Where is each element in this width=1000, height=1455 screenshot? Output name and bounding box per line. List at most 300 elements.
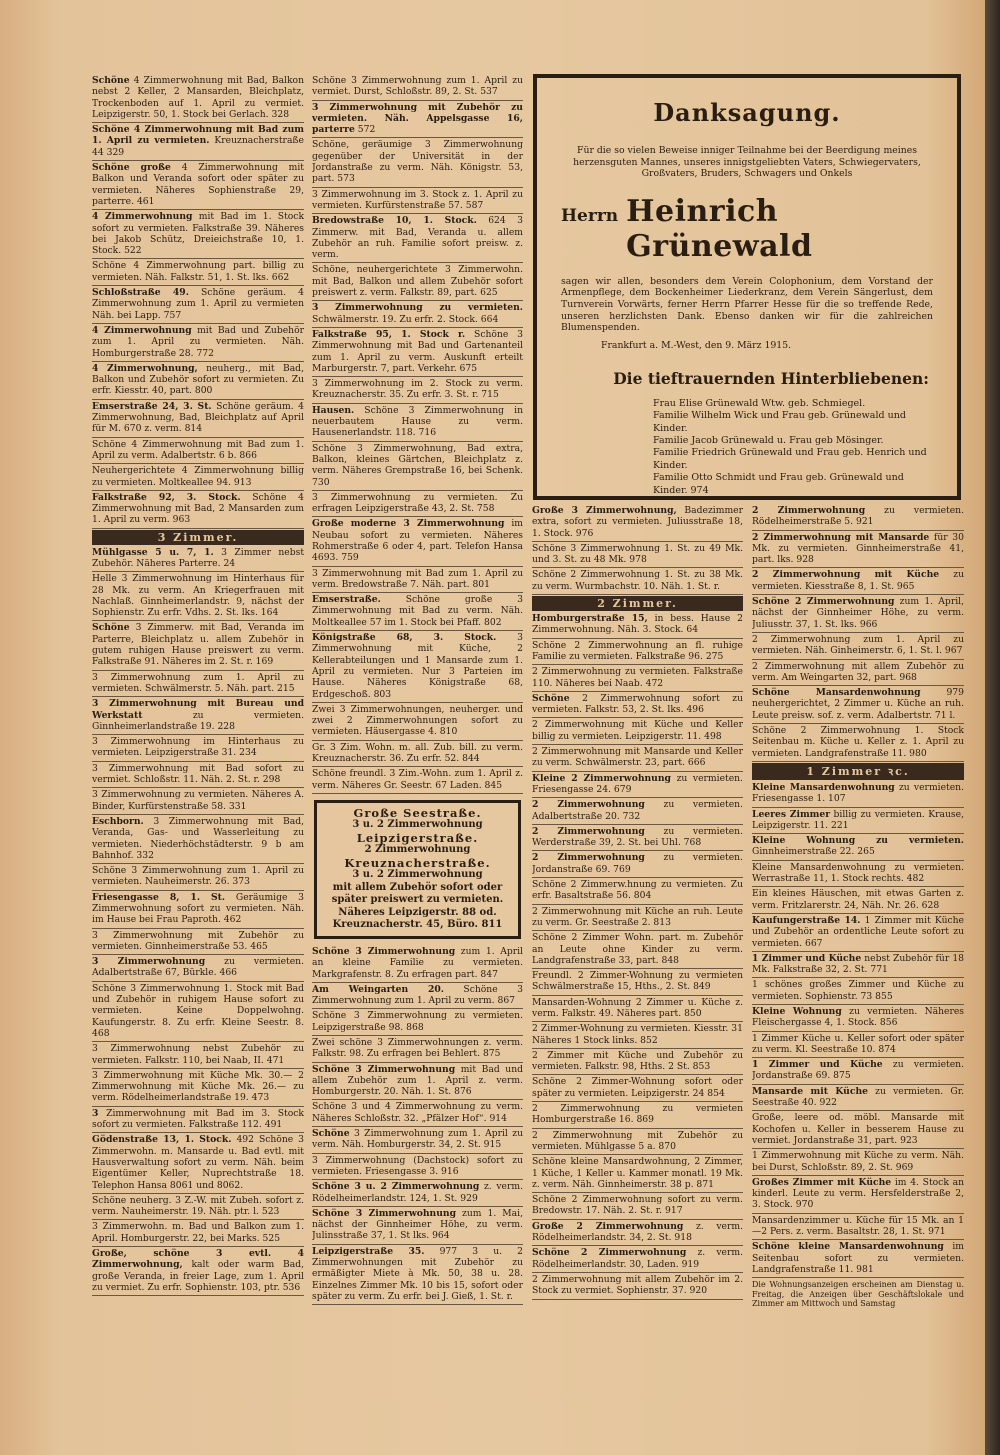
ad-text: z. verm. Rödelheimerlandstr. 30, Laden. 919	[532, 1247, 743, 1270]
ad-headline: Kleine 2 Zimmerwohnung	[532, 772, 671, 784]
classified-ad	[752, 660, 964, 687]
classified-ad	[752, 1214, 964, 1241]
classified-ad	[92, 491, 304, 529]
danksagung-body: sagen wir allen, besonders dem Verein Colophonium, dem Vorstand der Armenpflege, dem Bockenheimer Liederkranz, dem Verein Sängerlust, dem Turnverein Vorwärts, ferner Herrn Pfarrer Hesse für die so treffende Rede, unseren herzlichsten Dank. Ebenso danken wir für die zahlreichen Blumenspenden.	[561, 275, 933, 334]
ad-headline: Schloßstraße 49.	[92, 287, 189, 299]
ad-text: 2 Zimmerwohnung zu vermieten. Falkstraße 110. Näheres bei Naab. 472	[532, 666, 743, 689]
classified-ad	[312, 1180, 523, 1207]
ad-text: 1 Zimmer Küche u. Keller sofort oder später zu verm. Kl. Seestraße 10. 874	[752, 1032, 964, 1055]
classified-ad	[92, 621, 304, 670]
ad-headline: Emserstraße.	[312, 594, 381, 606]
ad-headline: Homburgerstraße 15,	[532, 613, 648, 625]
classified-ad	[532, 745, 743, 772]
classified-ad	[92, 400, 304, 438]
classified-ad	[312, 301, 523, 328]
classified-ad	[532, 692, 743, 719]
classified-ad	[532, 612, 743, 639]
ad-headline: 2 Zimmerwohnung mit Mansarde	[752, 531, 930, 543]
classified-ad	[92, 1042, 304, 1069]
classified-ad	[312, 214, 523, 263]
ad-text: 3 Zimmerwohnung (Dachstock) sofort zu vermieten. Friesengasse 3. 916	[312, 1154, 523, 1177]
classified-ad	[752, 686, 964, 724]
ad-headline: 2 Zimmerwohnung mit Küche	[752, 569, 940, 581]
classified-ad	[532, 1102, 743, 1129]
classified-ad	[92, 864, 304, 891]
classified-ad	[752, 1005, 964, 1032]
ad-text: Schöne 3 Zimmerwohnung 1. St. zu 49 Mk. und 3. St. zu 48 Mk. 978	[532, 542, 743, 566]
ad-headline: Kaufungerstraße 14.	[752, 914, 861, 926]
danksagung-date: Frankfurt a. M.-West, den 9. März 1915.	[601, 339, 792, 351]
ad-headline: 4 Zimmerwohnung	[92, 211, 193, 223]
ad-headline: Schöne 2 Zimmerwohnung	[752, 596, 895, 608]
ad-text: zu vermieten. Kiesstraße 8, 1. St. 965	[752, 569, 964, 592]
danksagung-intro: Für die so vielen Beweise inniger Teilnahme bei der Beerdigung meines herzensguten Mannes, unseres innigstgeliebten Vaters, Schwiegervaters, Großvaters, Bruders, Schwagers und Onkels	[573, 145, 921, 180]
column-2	[312, 74, 523, 1305]
ad-headline: Schöne	[92, 75, 130, 86]
ad-text: 979 neuhergerichtet, 2 Zimmer u. Küche an ruh. Leute preisw. sof. z. verm. Adalbertstr. 71 l.	[752, 687, 964, 721]
ad-headline: 2 Zimmerwohnung	[532, 799, 645, 811]
box-line: mit allem Zubehör sofort oder später preiswert zu vermieten.	[331, 881, 504, 906]
ad-text: Ginnheimerstraße 22. 265	[752, 846, 875, 858]
classified-ad	[312, 945, 523, 983]
ad-headline: Leeres Zimmer	[752, 808, 831, 820]
ad-text: z. verm. Rödelheimerlandstr. 34, 2. St. 918	[532, 1220, 743, 1244]
ad-text: 3 Zimmerw. mit Bad, Veranda im Parterre, Bleichplatz u. allem Zubehör in gutem ruhigen Hause preiswert zu verm. Falkstraße 91. Näheres im 2. St. r. 169	[92, 622, 304, 668]
ad-headline: 3 Zimmerwohnung mit Bureau und Werkstatt	[92, 698, 304, 721]
ad-text: 3 Zimmerwohnung zum 1. April zu vermieten. Schwälmerstr. 5. Näh. part. 215	[92, 671, 304, 694]
mourner-line: Familie Wilhelm Wick und Frau geb. Grünewald und Kinder.	[653, 410, 906, 434]
ad-text: zu vermieten. Jordanstraße 69. 769	[532, 852, 743, 875]
ad-headline: Schöne	[312, 1128, 350, 1140]
ad-headline: Gödenstraße 13, 1. Stock.	[92, 1134, 232, 1146]
ad-text: 4 Zimmerwohnung mit Balkon und Veranda sofort oder später zu vermieten. Näheres Sophienstraße 29, parterre. 461	[92, 162, 304, 207]
danksagung-announcement	[533, 74, 961, 500]
ads-3-zimmer-cont	[312, 74, 523, 794]
classified-ad	[532, 542, 743, 569]
ad-text: 3 Zimmerwohnung zum 1. April zu verm. Näh. Homburgerstr. 34, 2. St. 915	[312, 1128, 523, 1151]
ad-text: Schöne freundl. 3 Zim.-Wohn. zum 1. April z. verm. Näheres Gr. Seestr. 67 Laden. 845	[312, 768, 523, 791]
ad-text: z. verm. Rödelheimerlandstr. 124, 1. St. 929	[312, 1181, 523, 1204]
classified-ad	[92, 324, 304, 362]
classified-ad	[532, 931, 743, 969]
ad-text: 624 3 Zimmerw. mit Bad, Veranda u. allem Zubehör an ruh. Familie sofort preisw. z. verm.	[312, 215, 523, 261]
ad-headline: Hausen.	[312, 404, 355, 416]
ad-headline: 2 Zimmerwohnung	[532, 852, 645, 864]
classified-ad	[532, 905, 743, 932]
ad-text: Ein kleines Häuschen, mit etwas Garten z. verm. Fritzlarerstr. 24, Näh. Nr. 26. 628	[752, 888, 964, 911]
classified-ad	[532, 665, 743, 692]
ad-text: zu vermieten. Friesengasse 1. 107	[752, 781, 964, 805]
classified-ad	[532, 639, 743, 666]
classified-ad	[92, 74, 304, 123]
ad-headline: Friesengasse 8, 1. St.	[92, 891, 226, 903]
classified-ad	[312, 442, 523, 491]
classified-ad	[752, 1111, 964, 1149]
classified-ad	[312, 1207, 523, 1245]
classified-ad	[312, 1127, 523, 1154]
ad-headline: Schöne kleine Mansardenwohnung	[752, 1241, 944, 1253]
classified-ad	[752, 952, 964, 979]
ad-text: Schöne 2 Zimmerwohnung sofort zu verm. Bredowstr. 17. Näh. 2. St. r. 917	[532, 1194, 743, 1217]
classified-ad	[532, 878, 743, 905]
ad-text: im Neubau sofort zu vermieten. Näheres Rohmerstraße 6 oder 4, part. Telefon Hansa 4693. 759	[312, 518, 523, 564]
ad-headline: Leipzigerstraße 35.	[312, 1245, 425, 1257]
ad-text: in bess. Hause 2 Zimmerwohnung. Näh. 3. Stock. 64	[532, 613, 743, 636]
ad-text: mit Bad und allem Zubehör zum 1. April z. verm. Homburgerstr. 20. Näh. 1. St. 876	[312, 1063, 523, 1098]
ad-text: 3 Zimmerwohnung mit Bad sofort zu vermiet. Schloßstr. 11. Näh. 2. St. r. 298	[92, 762, 304, 786]
ad-headline: Schöne 2 Zimmerwohnung	[532, 1247, 687, 1259]
ad-text: Schöne 3 Zimmerwohnung mit Bad und Gartenanteil zum 1. April zu verm. Auskunft erteilt Marburgerstr. 7, part. Verkehr. 675	[312, 328, 523, 374]
ad-text: 3 Zimmerwohnung mit Küche Mk. 30.— 2 Zimmerwohnung mit Küche Mk. 26.— zu verm. Rödelheimerlandstraße 19. 473	[92, 1069, 304, 1104]
ad-text: Schöne große 3 Zimmerwohnung mit Bad zu verm. Näh. Moltkeallee 57 im 1. Stock bei Pfaff. 802	[312, 594, 523, 628]
ad-text: Schöne 4 Zimmerwohnung part. billig zu vermieten. Näh. Falkstr. 51, 1. St. lks. 662	[92, 260, 304, 283]
box-line: 3 u. 2 Zimmerwohnung	[352, 819, 483, 831]
ads-4-zimmer	[92, 74, 304, 529]
classified-ad	[532, 969, 743, 996]
classified-ad	[92, 286, 304, 324]
classified-ad	[92, 815, 304, 864]
ad-text: zu vermieten. Adalbertstraße 20. 732	[532, 799, 743, 822]
classified-ad	[752, 531, 964, 569]
ad-text: 3 Zimmerwohnung mit Bad zum 1. April zu verm. Bredowstraße 7. Näh. part. 801	[312, 567, 523, 590]
ad-text: Schöne 2 Zimmerwohnung an fl. ruhige Familie zu vermieten. Falkstraße 96. 275	[532, 639, 743, 662]
ad-text: Schwälmerstr. 19. Zu erfr. 2. Stock. 664	[312, 313, 499, 325]
ad-text: Neuhergerichtete 4 Zimmerwohnung billig zu vermieten. Moltkeallee 94. 913	[92, 465, 304, 488]
ad-text: Freundl. 2 Zimmer-Wohnung zu vermieten Schwälmerstraße 15, Hths., 2. St. 849	[532, 970, 743, 993]
classified-ad	[92, 735, 304, 762]
classified-ad	[92, 210, 304, 259]
ad-headline: 2 Zimmerwohnung	[532, 825, 645, 837]
classified-ad	[312, 593, 523, 631]
classified-ad	[92, 788, 304, 815]
ad-text: Zwei 3 Zimmerwohnungen, neuherger. und zwei 2 Zimmerwohnungen sofort zu vermieten. Häusergasse 4. 810	[312, 703, 523, 738]
ad-text: 3 Zimmer nebst Zubehör. Näheres Parterre. 24	[92, 546, 304, 569]
ad-headline: 3	[92, 1107, 99, 1119]
ad-text: zu vermieten. Jordanstraße 69. 875	[752, 1059, 964, 1082]
classified-ad	[92, 1247, 304, 1296]
ad-text: Schöne geräum. 4 Zimmerwohnung zum 1. April zu vermieten Näh. bei Lapp. 757	[92, 287, 304, 321]
classified-ad	[312, 101, 523, 139]
ad-headline: Kleine Wohnung zu vermieten.	[752, 835, 964, 847]
classified-ad	[752, 781, 964, 808]
ad-text: 3 Zimmerwohnung mit Zubehör zu vermieten. Ginnheimerstraße 53. 465	[92, 929, 304, 952]
ad-text: 3 Zimmerwohnung nebst Zubehör zu vermieten. Falkstr. 110, bei Naab, II. 471	[92, 1043, 304, 1066]
ad-text: billig zu vermieten. Krause, Leipzigerstr. 11. 221	[752, 808, 964, 831]
classified-ad	[532, 1246, 743, 1273]
classified-ad	[752, 808, 964, 835]
classified-ad	[312, 74, 523, 101]
ad-text: Schöne 3 und 4 Zimmerwohnung zu verm. Näheres Schloßstr. 32. „Pfälzer Hof“. 914	[312, 1101, 523, 1124]
ad-text: Schöne kleine Mansardwohnung, 2 Zimmer, 1 Küche, 1 Keller u. Kammer monatl. 19 Mk. z. verm. Näh. Ginnheimerstr. 38 p. 871	[532, 1156, 743, 1190]
ad-text: Zimmerwohnung mit Bad im 3. Stock sofort zu vermieten. Falkstraße 112. 491	[92, 1107, 304, 1131]
classified-ad	[752, 834, 964, 861]
ads-2-zimmer-cont	[752, 504, 964, 762]
classified-ad	[312, 1154, 523, 1181]
ad-text: 3 Zimmerwohnung mit Bad, Veranda, Gas- und Wasserleitung zu vermieten. Niederhöchstädterstr. 9 b am Bahnhof. 332	[92, 815, 304, 861]
classified-ad	[532, 1193, 743, 1220]
deceased-name: Heinrich Grünewald	[626, 193, 813, 264]
mourner-line: Familie Otto Schmidt und Frau geb. Grünewald und Kinder. 974	[653, 472, 904, 496]
ad-headline: Königstraße 68, 3. Stock.	[312, 632, 497, 644]
ad-headline: Schöne	[532, 692, 570, 704]
classified-ad	[312, 377, 523, 404]
classified-ad	[312, 767, 523, 794]
mourner-line: Familie Friedrich Grünewald und Frau geb. Henrich und Kinder.	[653, 447, 927, 471]
ads-3-zimmer-cont-2	[312, 945, 523, 1305]
classified-ad	[312, 631, 523, 703]
classified-ad	[92, 762, 304, 789]
classified-ad	[312, 188, 523, 215]
classified-ad	[532, 996, 743, 1023]
classified-ad	[532, 1220, 743, 1247]
ad-text: 572	[357, 124, 376, 136]
classified-ad	[532, 1075, 743, 1102]
ad-headline: Schöne Mansardenwohnung	[752, 687, 921, 699]
ad-headline: Große, schöne 3 evtl. 4 Zimmerwohnung,	[92, 1248, 304, 1271]
classified-ad	[312, 138, 523, 187]
ad-text: Zwei schöne 3 Zimmerwohnungen z. verm. Falkstr. 98. Zu erfragen bei Behlert. 875	[312, 1037, 523, 1060]
ad-text: 2 Zimmerwohnung mit Küche an ruh. Leute zu verm. Gr. Seestraße 2. 813	[532, 905, 743, 928]
classified-ad	[312, 1245, 523, 1305]
classified-ad	[752, 1058, 964, 1085]
ad-headline: 3 Zimmerwohnung	[92, 956, 206, 968]
ad-text: Schöne 3 Zimmerwohnung in neuerbautem Hause zu verm. Hausenerlandstr. 118. 716	[312, 404, 523, 439]
classified-ad	[312, 263, 523, 301]
ad-headline: Kleine Mansardenwohnung	[752, 781, 895, 793]
ad-text: 3 Zimmerwohnung im 3. Stock z. 1. April zu vermieten. Kurfürstenstraße 57. 587	[312, 188, 523, 211]
section-header-2-zimmer: 2 Zimmer.	[532, 596, 743, 611]
footnote: Die Wohnungsanzeigen erscheinen am Dienstag u. Freitag, die Anzeigen über Geschäftslokale und Zimmer am Mittwoch und Samstag	[752, 1280, 964, 1309]
ad-text: 2 Zimmerwohnung zum 1. April zu vermieten. Näh. Ginheimerstr. 6, 1. St. l. 967	[752, 633, 964, 657]
ad-text: 2 Zimmerwohnung mit allem Zubehör im 2. Stock zu vermiet. Sophienstr. 37. 920	[532, 1273, 743, 1297]
section-header-3-zimmer: 3 Zimmer.	[92, 530, 304, 545]
classified-ad	[92, 572, 304, 621]
ad-text: 2 Zimmerwohnung mit Mansarde und Keller zu verm. Schwälmerstr. 23, part. 666	[532, 746, 743, 769]
ad-text: 2 Zimmerwohnung mit Küche und Keller billig zu vermieten. Leipzigerstr. 11. 498	[532, 719, 743, 742]
ad-headline: Großes Zimmer mit Küche	[752, 1176, 892, 1188]
box-line: Kreuznacherstraße.	[344, 855, 491, 870]
classified-ad	[752, 1032, 964, 1059]
ad-headline: Schöne 4 Zimmerwohnung mit Bad zum 1. April zu vermieten.	[92, 124, 304, 147]
classified-ad	[312, 404, 523, 442]
ads-1-zimmer	[752, 781, 964, 1278]
mourner-line: Frau Elise Grünewald Wtw. geb. Schmiegel.	[653, 397, 866, 409]
classified-ad	[532, 1273, 743, 1300]
classified-ad	[752, 1240, 964, 1278]
binding-edge	[985, 0, 1000, 1455]
classified-ad	[752, 724, 964, 762]
ad-text: Schöne, neuhergerichtete 3 Zimmerwohn. mit Bad, Balkon und allem Zubehör sofort preiswert z. verm. Falkstr. 89, part. 625	[312, 264, 523, 299]
ad-headline: Mansarde mit Küche	[752, 1085, 868, 1097]
ad-headline: 4 Zimmerwohnung,	[92, 362, 198, 374]
classified-ad	[92, 546, 304, 573]
ad-text: 2 Zimmer mit Küche und Zubehör zu vermieten. Falkstr. 98, Hths. 2 St. 853	[532, 1049, 743, 1073]
ads-3-zimmer-end	[532, 504, 743, 595]
ad-headline: Falkstraße 92, 3. Stock.	[92, 491, 241, 503]
classified-ad	[532, 772, 743, 799]
ad-text: Schöne 3 Zimmerwohnung, Bad extra, Balkon, kleines Gärtchen, Bleichplatz z. verm. Näheres Grempstraße 16, bei Schenk. 730	[312, 442, 523, 488]
classified-ad	[532, 851, 743, 878]
classified-ad	[92, 259, 304, 286]
ad-text: im 4. Stock an kinderl. Leute zu verm. Hersfelderstraße 2, 3. Stock. 970	[752, 1176, 964, 1211]
classified-ad	[312, 741, 523, 768]
ad-text: zu vermieten. Werderstraße 39, 2. St. bei Uhl. 768	[532, 825, 743, 849]
ad-text: 3 Zimmerwohnung im Hinterhaus zu vermieten. Leipzigerstraße 31. 234	[92, 736, 304, 759]
classified-ad	[312, 1036, 523, 1063]
ad-text: Schöne 3 Zimmerwohnung zum 1. April zu vermiet. Durst, Schloßstr. 89, 2. St. 537	[312, 75, 523, 98]
mourners-heading: Die tieftrauernden Hinterbliebenen:	[613, 368, 929, 388]
classified-ad	[92, 955, 304, 982]
ad-text: zu vermieten. Friesengasse 24. 679	[532, 772, 743, 795]
ad-headline: Falkstraße 95, 1. Stock r.	[312, 328, 466, 340]
salutation: Herrn	[561, 205, 619, 226]
ad-headline: Mühlgasse 5 u. 7, 1.	[92, 546, 214, 558]
ad-text: kalt oder warm Bad, große Veranda, in freier Lage, zum 1. April zu vermiet. Zu erfr. Sophienstr. 103, ptr. 536	[92, 1259, 304, 1293]
ad-text: nebst Zubehör für 18 Mk. Falkstraße 32, 2. St. 771	[752, 952, 964, 976]
ad-headline: Emserstraße 24, 3. St.	[92, 400, 212, 412]
classified-ad	[312, 567, 523, 594]
box-line: 2 Zimmerwohnung	[364, 844, 471, 856]
column-4	[752, 504, 964, 1309]
classified-ad	[92, 161, 304, 210]
column-1	[92, 74, 304, 1296]
classified-ad	[752, 978, 964, 1005]
classified-ad	[312, 983, 523, 1010]
ad-text: Badezimmer extra, sofort zu vermieten. Juliusstraße 18, 1. Stock. 976	[532, 505, 743, 539]
ad-text: 2 Zimmerwohnung mit allem Zubehör zu verm. Am Weingarten 32, part. 968	[752, 660, 964, 683]
classified-ad	[752, 568, 964, 595]
ad-headline: Schöne 3 Zimmerwohnung	[312, 1207, 457, 1219]
ad-text: Mansardenzimmer u. Küche für 15 Mk. an 1—2 Pers. z. verm. Basaltstr. 28, 1. St. 971	[752, 1214, 964, 1238]
ad-text: Schöne 4 Zimmerwohnung mit Bad zum 1. April zu verm. Adalbertstr. 6 b. 866	[92, 438, 304, 461]
ad-headline: Am Weingarten 20.	[312, 983, 444, 995]
ad-text: 3 Zimmerwohnung mit Küche, 2 Kellerabteilungen und 1 Mansarde zum 1. April zu vermieten. Nur 3 Parteien im Hause. Näheres Königstraße 68, Erdgeschoß. 803	[312, 632, 523, 700]
danksagung-title: Danksagung.	[653, 98, 841, 127]
classified-ad	[92, 1069, 304, 1107]
ad-text: für 30 Mk. zu vermieten. Ginnheimerstraße 41, part. lks. 928	[752, 531, 964, 566]
mourners-list	[561, 398, 933, 497]
ad-text: 977 3 u. 2 Zimmerwohnungen mit Zubehör zu ermäßigter Miete à Mk. 50, 38 u. 28. Einzelnes Zimmer Mk. 10 bis 15, sofort oder später zu verm. Zu erfr. bei J. Gieß, 1. St. r.	[312, 1245, 523, 1302]
box-line: Näheres Leipzigerstr. 88 od. Kreuznacherstr. 45, Büro. 811	[332, 906, 503, 931]
ad-text: mit Bad im 1. Stock sofort zu vermieten. Falkstraße 39. Näheres bei Jakob Schütz, Dreieichstraße 10, 1. Stock. 522	[92, 211, 304, 257]
ad-headline: Große 3 Zimmerwohnung,	[532, 505, 677, 516]
classified-ad	[532, 718, 743, 745]
ad-headline: Schöne 3 Zimmerwohnung	[312, 945, 456, 957]
classified-ad	[752, 1176, 964, 1214]
ad-text: neuherg., mit Bad, Balkon und Zubehör sofort zu vermieten. Zu erfr. Kiesstr. 40, part. 800	[92, 362, 304, 397]
ad-text: 4 Zimmerwohnung mit Bad, Balkon nebst 2 Keller, 2 Mansarden, Bleichplatz, Trockenboden auf 1. April zu vermiet. Leipzigerstr. 50, 1. Stock bei Gerlach. 328	[92, 75, 304, 120]
ads-3-zimmer	[92, 546, 304, 1297]
classified-ad	[92, 671, 304, 698]
ad-text: 492 Schöne 3 Zimmerwohn. m. Mansarde u. Bad evtl. mit Hausverwaltung sofort zu verm. Näh. beim Eigentümer Keller, Nuprechtstraße 18. Telephon Hansa 8061 und 8062.	[92, 1134, 304, 1191]
ad-text: 1 schönes großes Zimmer und Küche zu vermieten. Sophienstr. 73 855	[752, 979, 964, 1002]
ad-headline: Kleine Wohnung	[752, 1005, 842, 1017]
ad-text: zu vermieten. Gr. Seestraße 40. 922	[752, 1085, 964, 1109]
ad-text: zum 1. Mai, nächst der Ginnheimer Höhe, zu verm. Julinsstraße 37, 1. St lks. 964	[312, 1207, 523, 1242]
ad-text: 3 Zimmerwohnung zu vermieten. Zu erfragen Leipzigerstraße 43, 2. St. 758	[312, 491, 523, 515]
ad-text: zum 1. April, nächst der Ginnheimer Höhe, zu verm. Juliusstr. 37, 1. St. lks. 966	[752, 596, 964, 630]
classified-ad	[312, 1063, 523, 1101]
ad-headline: Schöne 3 u. 2 Zimmerwohnung	[312, 1181, 480, 1193]
ad-text: Schöne 4 Zimmerwohnung mit Bad, 2 Mansarden zum 1. April zu verm. 963	[92, 491, 304, 526]
ad-text: zu vermieten. Ginnheimerlandstraße 19. 228	[92, 709, 304, 732]
ad-headline: 2 Zimmerwohnung	[752, 505, 866, 516]
classified-ad	[752, 504, 964, 531]
ad-text: Kreuznacherstraße 44 329	[92, 135, 304, 158]
ad-text: 2 Zimmerwohnung mit Zubehör zu vermieten. Mühlgasse 5 a. 870	[532, 1129, 743, 1152]
ads-2-zimmer	[532, 612, 743, 1299]
classified-ad	[92, 362, 304, 400]
ad-headline: 3 Zimmerwohnung zu vermieten.	[312, 302, 523, 314]
ad-text: 3 Zimmerwohnung zu vermieten. Näheres A. Binder, Kurfürstenstraße 58. 331	[92, 789, 304, 812]
ad-text: 2 Zimmerwohnung sofort zu vermieten. Falkstr. 53, 2. St. lks. 496	[532, 692, 743, 716]
classified-ad	[312, 517, 523, 566]
ad-text: 1 Zimmer mit Küche und Zubehör an ordentliche Leute sofort zu vermieten. 667	[752, 914, 964, 949]
classified-ad	[532, 1049, 743, 1076]
ad-text: Schöne geräum. 4 Zimmerwohnung, Bad, Bleichplatz auf April für M. 670 z. verm. 814	[92, 400, 304, 435]
ad-text: im Seitenbau sofort zu vermieten. Landgrafenstraße 11. 981	[752, 1241, 964, 1275]
ad-text: Schöne 2 Zimmerw.hnung zu vermieten. Zu erfr. Basaltstraße 56. 804	[532, 879, 743, 902]
classified-ad	[532, 825, 743, 852]
ad-text: zu vermieten. Rödelheimerstraße 5. 921	[752, 505, 964, 528]
ad-headline: Schöne	[92, 622, 130, 634]
box-line: 3 u. 2 Zimmerwohnung	[352, 869, 483, 881]
ad-text: Schöne 2 Zimmer-Wohnung sofort oder später zu vermieten. Leipzigerstr. 24 854	[532, 1076, 743, 1099]
ad-text: Schöne 3 Zimmerwohnung zum 1. April zu vermieten. Nauheimerstr. 26. 373	[92, 865, 304, 888]
ad-text: Schöne 3 Zimmerwohnung 1. Stock mit Bad und Zubehör in ruhigem Hause sofort zu vermieten. Keine Doppelwohng. Kaufungerstr. 8. Zu erfr. Kleine Seestr. 8. 468	[92, 982, 304, 1039]
section-header-1-zimmer: 1 Zimmer ꝛc.	[752, 763, 964, 780]
ad-headline: 1 Zimmer und Küche	[752, 952, 862, 964]
boxed-advertisement	[314, 800, 521, 939]
ad-headline: Eschborn.	[92, 815, 144, 827]
classified-ad	[752, 1149, 964, 1176]
classified-ad	[312, 1009, 523, 1036]
box-line: Große Seestraße.	[353, 805, 482, 820]
classified-ad	[92, 697, 304, 735]
box-line: Leipzigerstraße.	[356, 830, 479, 845]
ad-headline: Große moderne 3 Zimmerwohnung	[312, 518, 505, 530]
column-3	[532, 504, 743, 1300]
ad-text: mit Bad und Zubehör zum 1. April zu vermieten. Näh. Homburgerstraße 28. 772	[92, 324, 304, 359]
ad-text: Schöne 3 Zimmerwohnung zu vermieten. Leipzigerstraße 98. 868	[312, 1010, 523, 1033]
ad-headline: Schöne 3 Zimmerwohnung	[312, 1063, 456, 1075]
ad-text: 1 Zimmerwohnung mit Küche zu verm. Näh. bei Durst, Schloßstr. 89, 2. St. 969	[752, 1150, 964, 1173]
classified-ad	[752, 887, 964, 914]
ad-text: Große, leere od. möbl. Mansarde mit Kochofen u. Keller in besserem Hause zu vermiet. Jordanstraße 31, part. 923	[752, 1112, 964, 1146]
ad-text: Schöne, geräumige 3 Zimmerwohnung gegenüber der Universität in der Jordanstraße zu verm. Näh. Königstr. 53, part. 573	[312, 139, 523, 185]
mourner-line: Familie Jacob Grünewald u. Frau geb Mösinger.	[653, 434, 884, 446]
classified-ad	[532, 1155, 743, 1193]
ad-text: zu vermieten. Näheres Fleischergasse 4, 1. Stock. 856	[752, 1005, 964, 1029]
classified-ad	[92, 891, 304, 929]
classified-ad	[752, 914, 964, 952]
classified-ad	[92, 1133, 304, 1193]
classified-ad	[312, 1100, 523, 1127]
ad-text: Schöne neuherg. 3 Z.-W. mit Zubeh. sofort z. verm. Nauheimerstr. 19. Näh. ptr. l. 523	[92, 1194, 304, 1218]
ad-text: Kleine Mansardenwohnung zu vermieten. Werrastraße 11, 1. Stock rechts. 482	[752, 861, 964, 885]
classified-ad	[312, 328, 523, 377]
ad-headline: Bredowstraße 10, 1. Stock.	[312, 215, 477, 227]
ad-text: 3 Zimmerwohn. m. Bad und Balkon zum 1. April. Homburgerstr. 22, bei Marks. 525	[92, 1221, 304, 1244]
ad-text: 2 Zimmerwohnung zu vermieten Homburgerstraße 16. 869	[532, 1103, 743, 1126]
classified-ad	[752, 1085, 964, 1112]
ad-text: 3 Zimmerwohnung im 2. Stock zu verm. Kreuznacherstr. 35. Zu erfr. 3. St. r. 715	[312, 378, 523, 401]
ad-text: Mansarden-Wohnung 2 Zimmer u. Küche z. verm. Falkstr. 49. Näheres part. 850	[532, 996, 743, 1019]
ad-headline: 1 Zimmer und Küche	[752, 1059, 883, 1071]
classified-ad	[92, 123, 304, 161]
classified-ad	[532, 798, 743, 825]
ad-headline: 3 Zimmerwohnung mit Zubehör zu vermieten. Näh. Appelsgasse 16, parterre	[312, 101, 523, 136]
